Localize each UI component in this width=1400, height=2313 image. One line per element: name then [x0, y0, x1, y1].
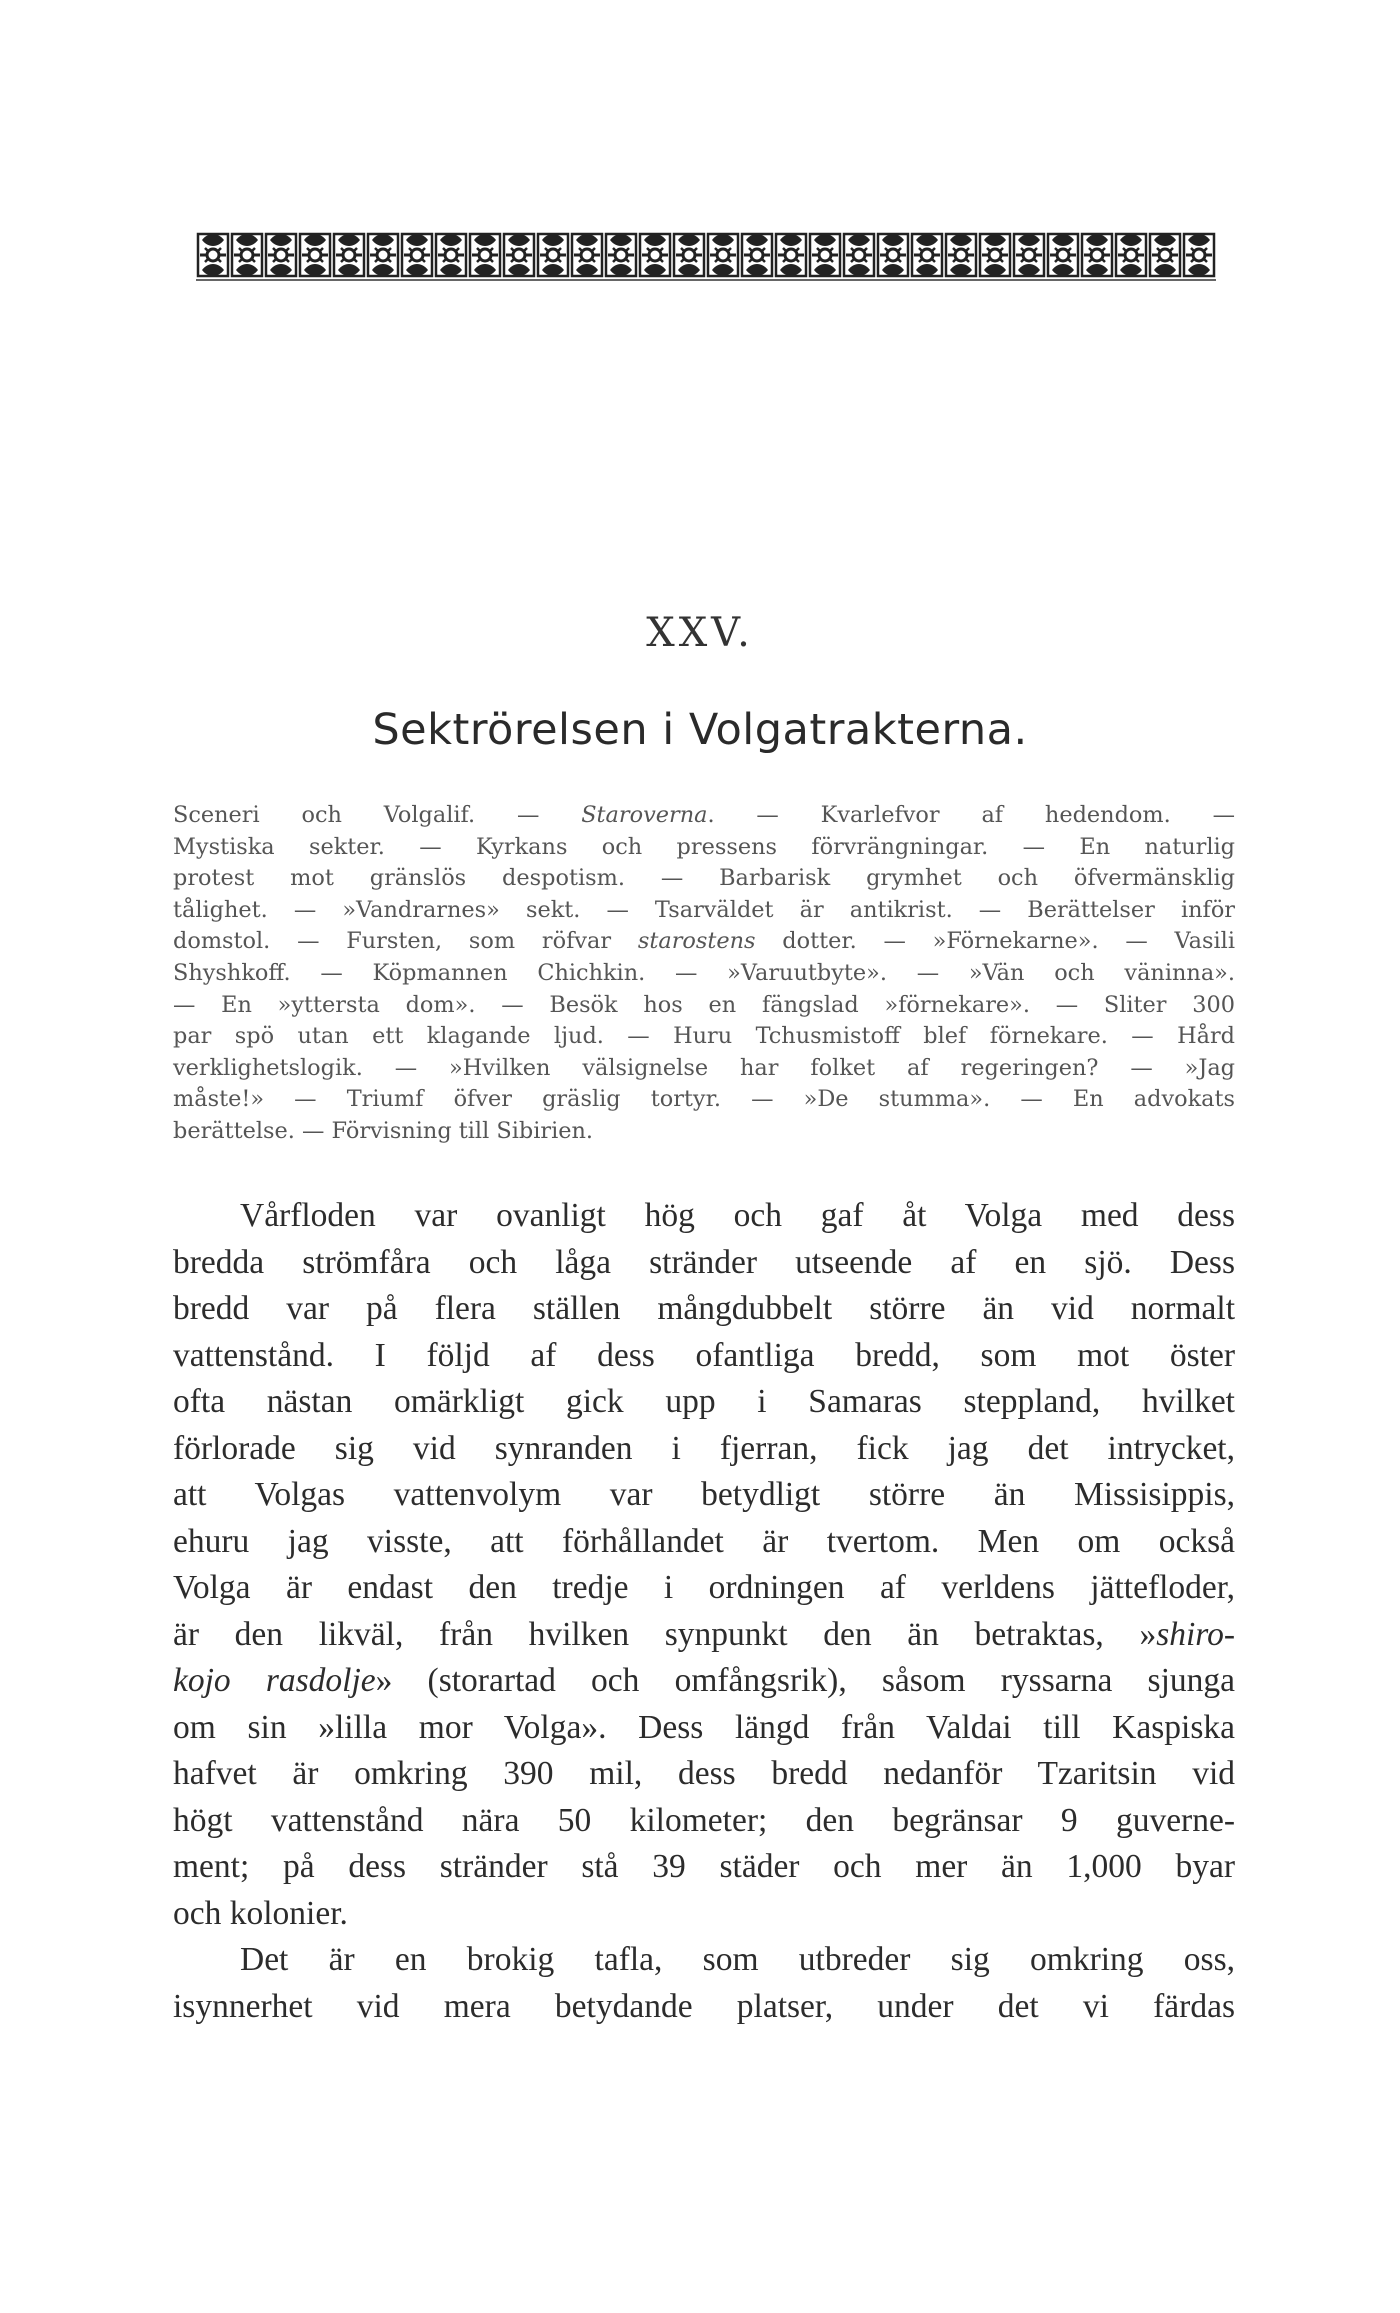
synopsis-line: måste!» — Triumf öfver gräslig tortyr. — »De stumma». — En advokats: [173, 1086, 1235, 1113]
synopsis-line: protest mot gränslös despotism. — Barbarisk grymhet och öfvermänsklig: [173, 865, 1235, 892]
body-line: kojo rasdolje» (storartad och omfångsrik), såsom ryssarna sjunga: [173, 1662, 1235, 1699]
body-line: är den likväl, från hvilken synpunkt den än betraktas, »shiro-: [173, 1615, 1235, 1653]
body-line: om sin »lilla mor Volga». Dess längd från Valdai till Kaspiska: [173, 1708, 1235, 1746]
synopsis-line: par spö utan ett klagande ljud. — Huru Tchusmistoff blef förnekare. — Hård: [173, 1023, 1235, 1050]
chapter-synopsis: [173, 800, 1235, 1148]
body-line: bredda strömfåra och låga stränder utseende af en sjö. Dess: [173, 1243, 1235, 1281]
body-line: förlorade sig vid synranden i fjerran, fick jag det intrycket,: [173, 1429, 1235, 1467]
synopsis-line: berättelse. — Förvisning till Sibirien.: [173, 1117, 594, 1144]
body-line: bredd var på flera ställen mångdubbelt större än vid normalt: [173, 1290, 1235, 1327]
body-line: att Volgas vattenvolym var betydligt större än Missisippis,: [173, 1476, 1235, 1513]
ornamental-header-band: [196, 228, 1216, 282]
body-line: hafvet är omkring 390 mil, dess bredd nedanför Tzaritsin vid: [173, 1755, 1235, 1792]
body-line: Vårfloden var ovanligt hög och gaf åt Volga med dess: [240, 1197, 1235, 1234]
synopsis-line: tålighet. — »Vandrarnes» sekt. — Tsarväldet är antikrist. — Berättelser inför: [173, 896, 1235, 923]
body-line: vattenstånd. I följd af dess ofantliga bredd, som mot öster: [173, 1336, 1235, 1374]
body-line: och kolonier.: [173, 1894, 348, 1932]
synopsis-line: Shyshkoff. — Köpmannen Chichkin. — »Varuutbyte». — »Vän och väninna».: [173, 959, 1235, 986]
chapter-title: Sektrörelsen i Volgatrakterna.: [372, 705, 1028, 755]
body-line: ment; på dess stränder stå 39 städer och mer än 1,000 byar: [173, 1848, 1235, 1885]
synopsis-line: verklighetslogik. — »Hvilken välsignelse har folket af regeringen? — »Jag: [173, 1054, 1235, 1081]
body-line: Volga är endast den tredje i ordningen af verldens jättefloder,: [173, 1569, 1235, 1606]
synopsis-line: — En »yttersta dom». — Besök hos en fängslad »förnekare». — Sliter 300: [173, 991, 1235, 1018]
synopsis-line: domstol. — Fursten, som röfvar starostens dotter. — »Förnekarne». — Vasili: [173, 928, 1235, 955]
chapter-number: XXV.: [646, 610, 754, 656]
body-line: isynnerhet vid mera betydande platser, under det vi färdas: [173, 1987, 1235, 2025]
synopsis-line: Sceneri och Volgalif. — Staroverna. — Kvarlefvor af hedendom. —: [173, 802, 1235, 828]
body-line: Det är en brokig tafla, som utbreder sig omkring oss,: [240, 1941, 1235, 1978]
body-line: högt vattenstånd nära 50 kilometer; den begränsar 9 guverne-: [173, 1801, 1235, 1839]
body-line: ofta nästan omärkligt gick upp i Samaras steppland, hvilket: [173, 1383, 1235, 1420]
body-line: ehuru jag visste, att förhållandet är tvertom. Men om också: [173, 1522, 1235, 1560]
body-text: [173, 1193, 1235, 2030]
synopsis-line: Mystiska sekter. — Kyrkans och pressens förvrängningar. — En naturlig: [173, 833, 1235, 860]
ornament-graphic: [196, 228, 1216, 282]
